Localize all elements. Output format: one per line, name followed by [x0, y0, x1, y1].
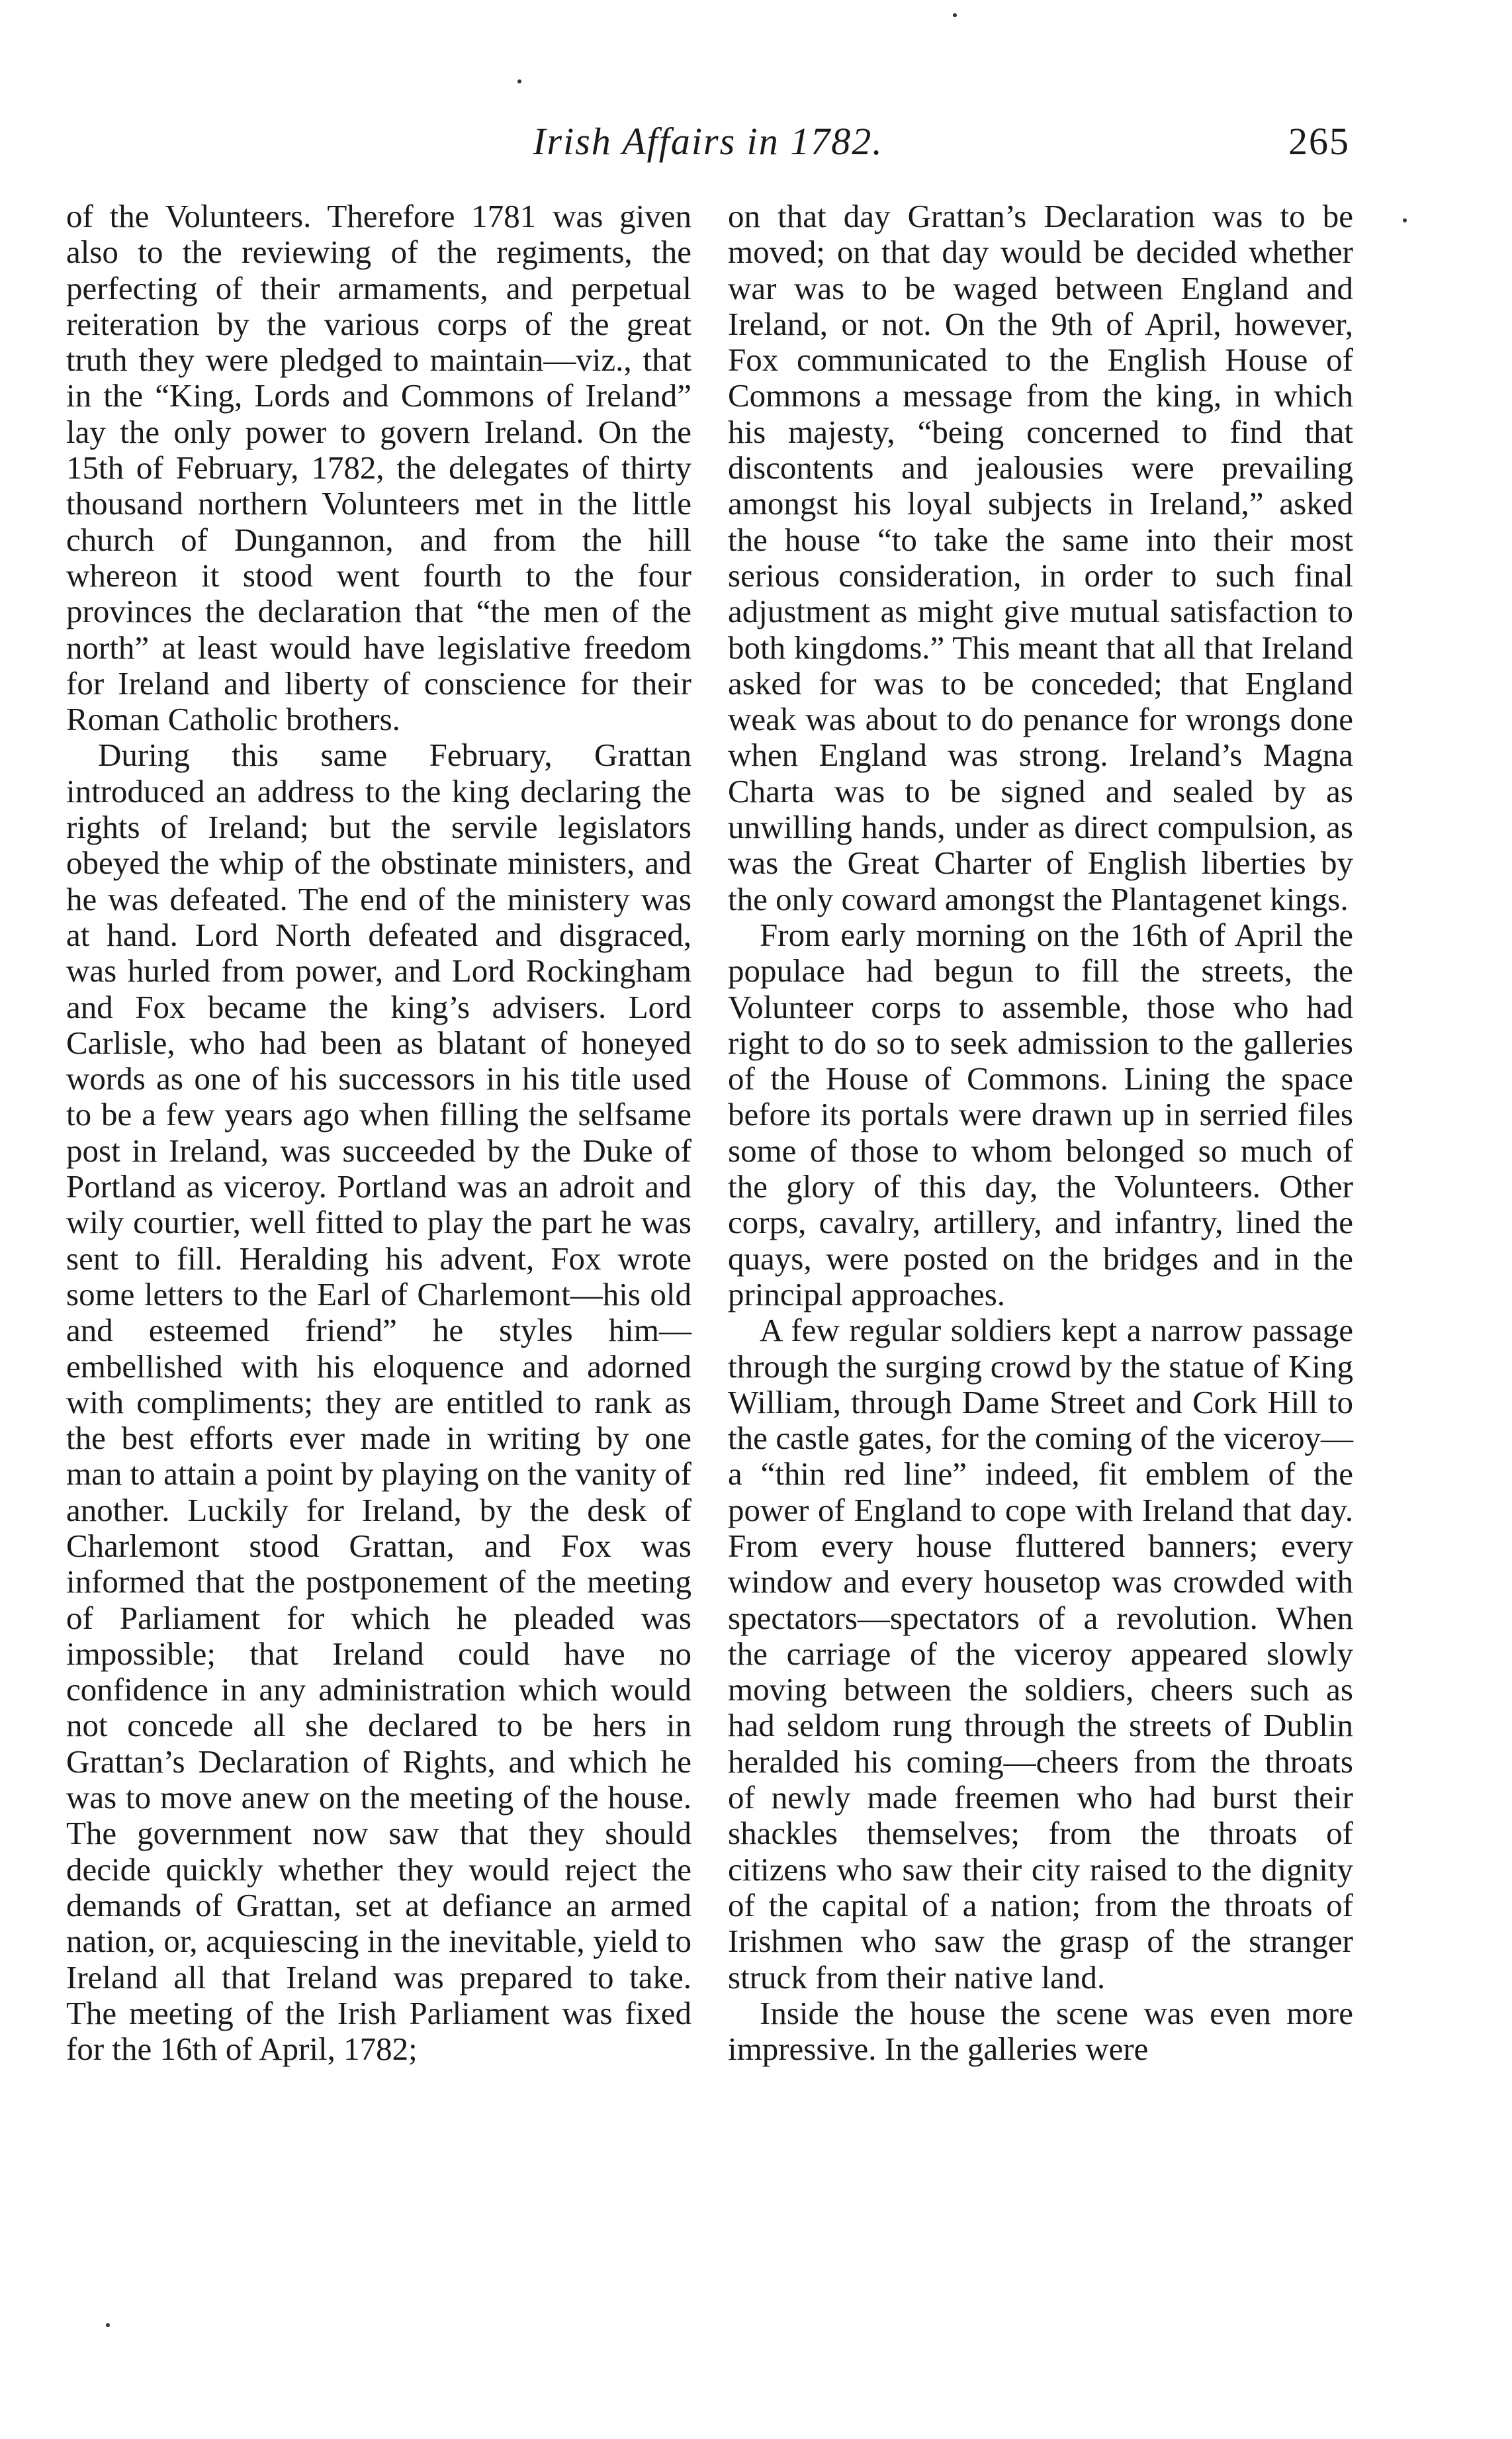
- page-number: 265: [1288, 120, 1350, 163]
- paragraph: on that day Grattan’s Declaration was to be moved; on that day would be decided whether war was to be waged between England and Ireland, or not. On the 9th of April, however, Fox communicated to the English House of Commons a message from the king, in which his majesty, “being concerned to find that discontents and jealousies were prevailing amongst his loyal subjects in Ireland,” asked the house “to take the same into their most serious consideration, in order to such final adjustment as might give mutual satisfaction to both kingdoms.” This meant that all that Ireland asked for was to be conceded; that England weak was about to do penance for wrongs done when England was strong. Ireland’s Magna Charta was to be signed and sealed by as unwilling hands, under as direct compulsion, as was the Great Charter of English liberties by the only coward amongst the Plantagenet kings.: [728, 198, 1353, 917]
- paragraph: During this same February, Grattan introduced an address to the king declaring the rights of Ireland; but the servile legislators obeyed the whip of the obstinate ministers, and he was defeated. The end of the ministery was at hand. Lord North defeated and disgraced, was hurled from power, and Lord Rockingham and Fox became the king’s advisers. Lord Carlisle, who had been as blatant of honeyed words as one of his successors in his title used to be a few years ago when filling the selfsame post in Ireland, was succeeded by the Duke of Portland as viceroy. Portland was an adroit and wily courtier, well fitted to play the part he was sent to fill. Heralding his advent, Fox wrote some letters to the Earl of Charlemont—his old and esteemed friend” he styles him—embellished with his eloquence and adorned with compliments; they are entitled to rank as the best efforts ever made in writing by one man to attain a point by playing on the vanity of another. Luckily for Ireland, by the desk of Charlemont stood Grattan, and Fox was informed that the postponement of the meeting of Parliament for which he pleaded was impossible; that Ireland could have no confidence in any administration which would not concede all she declared to be hers in Grattan’s Declaration of Rights, and which he was to move anew on the meeting of the house. The government now saw that they should decide quickly whether they would reject the demands of Grattan, set at defiance an armed nation, or, acquiescing in the inevitable, yield to Ireland all that Ireland was prepared to take. The meeting of the Irish Parliament was fixed for the 16th of April, 1782;: [66, 737, 691, 2068]
- print-speck: [517, 79, 521, 83]
- running-title: Irish Affairs in 1782.: [533, 120, 883, 163]
- paragraph: of the Volunteers. Therefore 1781 was given also to the reviewing of the regiments, the perfecting of their armaments, and perpetual reiteration by the various corps of the great truth they were pledged to maintain—viz., that in the “King, Lords and Commons of Ireland” lay the only power to govern Ireland. On the 15th of February, 1782, the delegates of thirty thousand northern Volunteers met in the little church of Dungannon, and from the hill whereon it stood went fourth to the four provinces the declaration that “the men of the north” at least would have legislative freedom for Ireland and liberty of conscience for their Roman Catholic brothers.: [66, 198, 691, 738]
- left-column: [66, 199, 691, 2067]
- paragraph: Inside the house the scene was even more impressive. In the galleries were: [728, 1994, 1353, 2068]
- paragraph: From early morning on the 16th of April the populace had begun to fill the streets, the Volunteer corps to assemble, those who had right to do so to seek admission to the galleries of the House of Commons. Lining the space before its portals were drawn up in serried files some of those to whom belonged so much of the glory of this day, the Volunteers. Other corps, cavalry, artillery, and infantry, lined the quays, were posted on the bridges and in the principal approaches.: [728, 916, 1353, 1312]
- right-column: [728, 199, 1353, 2067]
- print-speck: [106, 2323, 110, 2327]
- print-speck: [1403, 218, 1407, 222]
- paragraph: A few regular soldiers kept a narrow passage through the surging crowd by the statue of King William, through Dame Street and Cork Hill to the castle gates, for the coming of the viceroy—a “thin red line” indeed, fit emblem of the power of England to cope with Ireland that day. From every house fluttered banners; every window and every housetop was crowded with spectators—spectators of a revolution. When the carriage of the viceroy appeared slowly moving between the soldiers, cheers such as had seldom rung through the streets of Dublin heralded his coming—cheers from the throats of newly made freemen who had burst their shackles themselves; from the throats of citizens who saw their city raised to the dignity of the capital of a nation; from the throats of Irishmen who saw the grasp of the stranger struck from their native land.: [728, 1312, 1353, 1996]
- print-speck: [953, 13, 957, 17]
- page-header: [66, 119, 1350, 172]
